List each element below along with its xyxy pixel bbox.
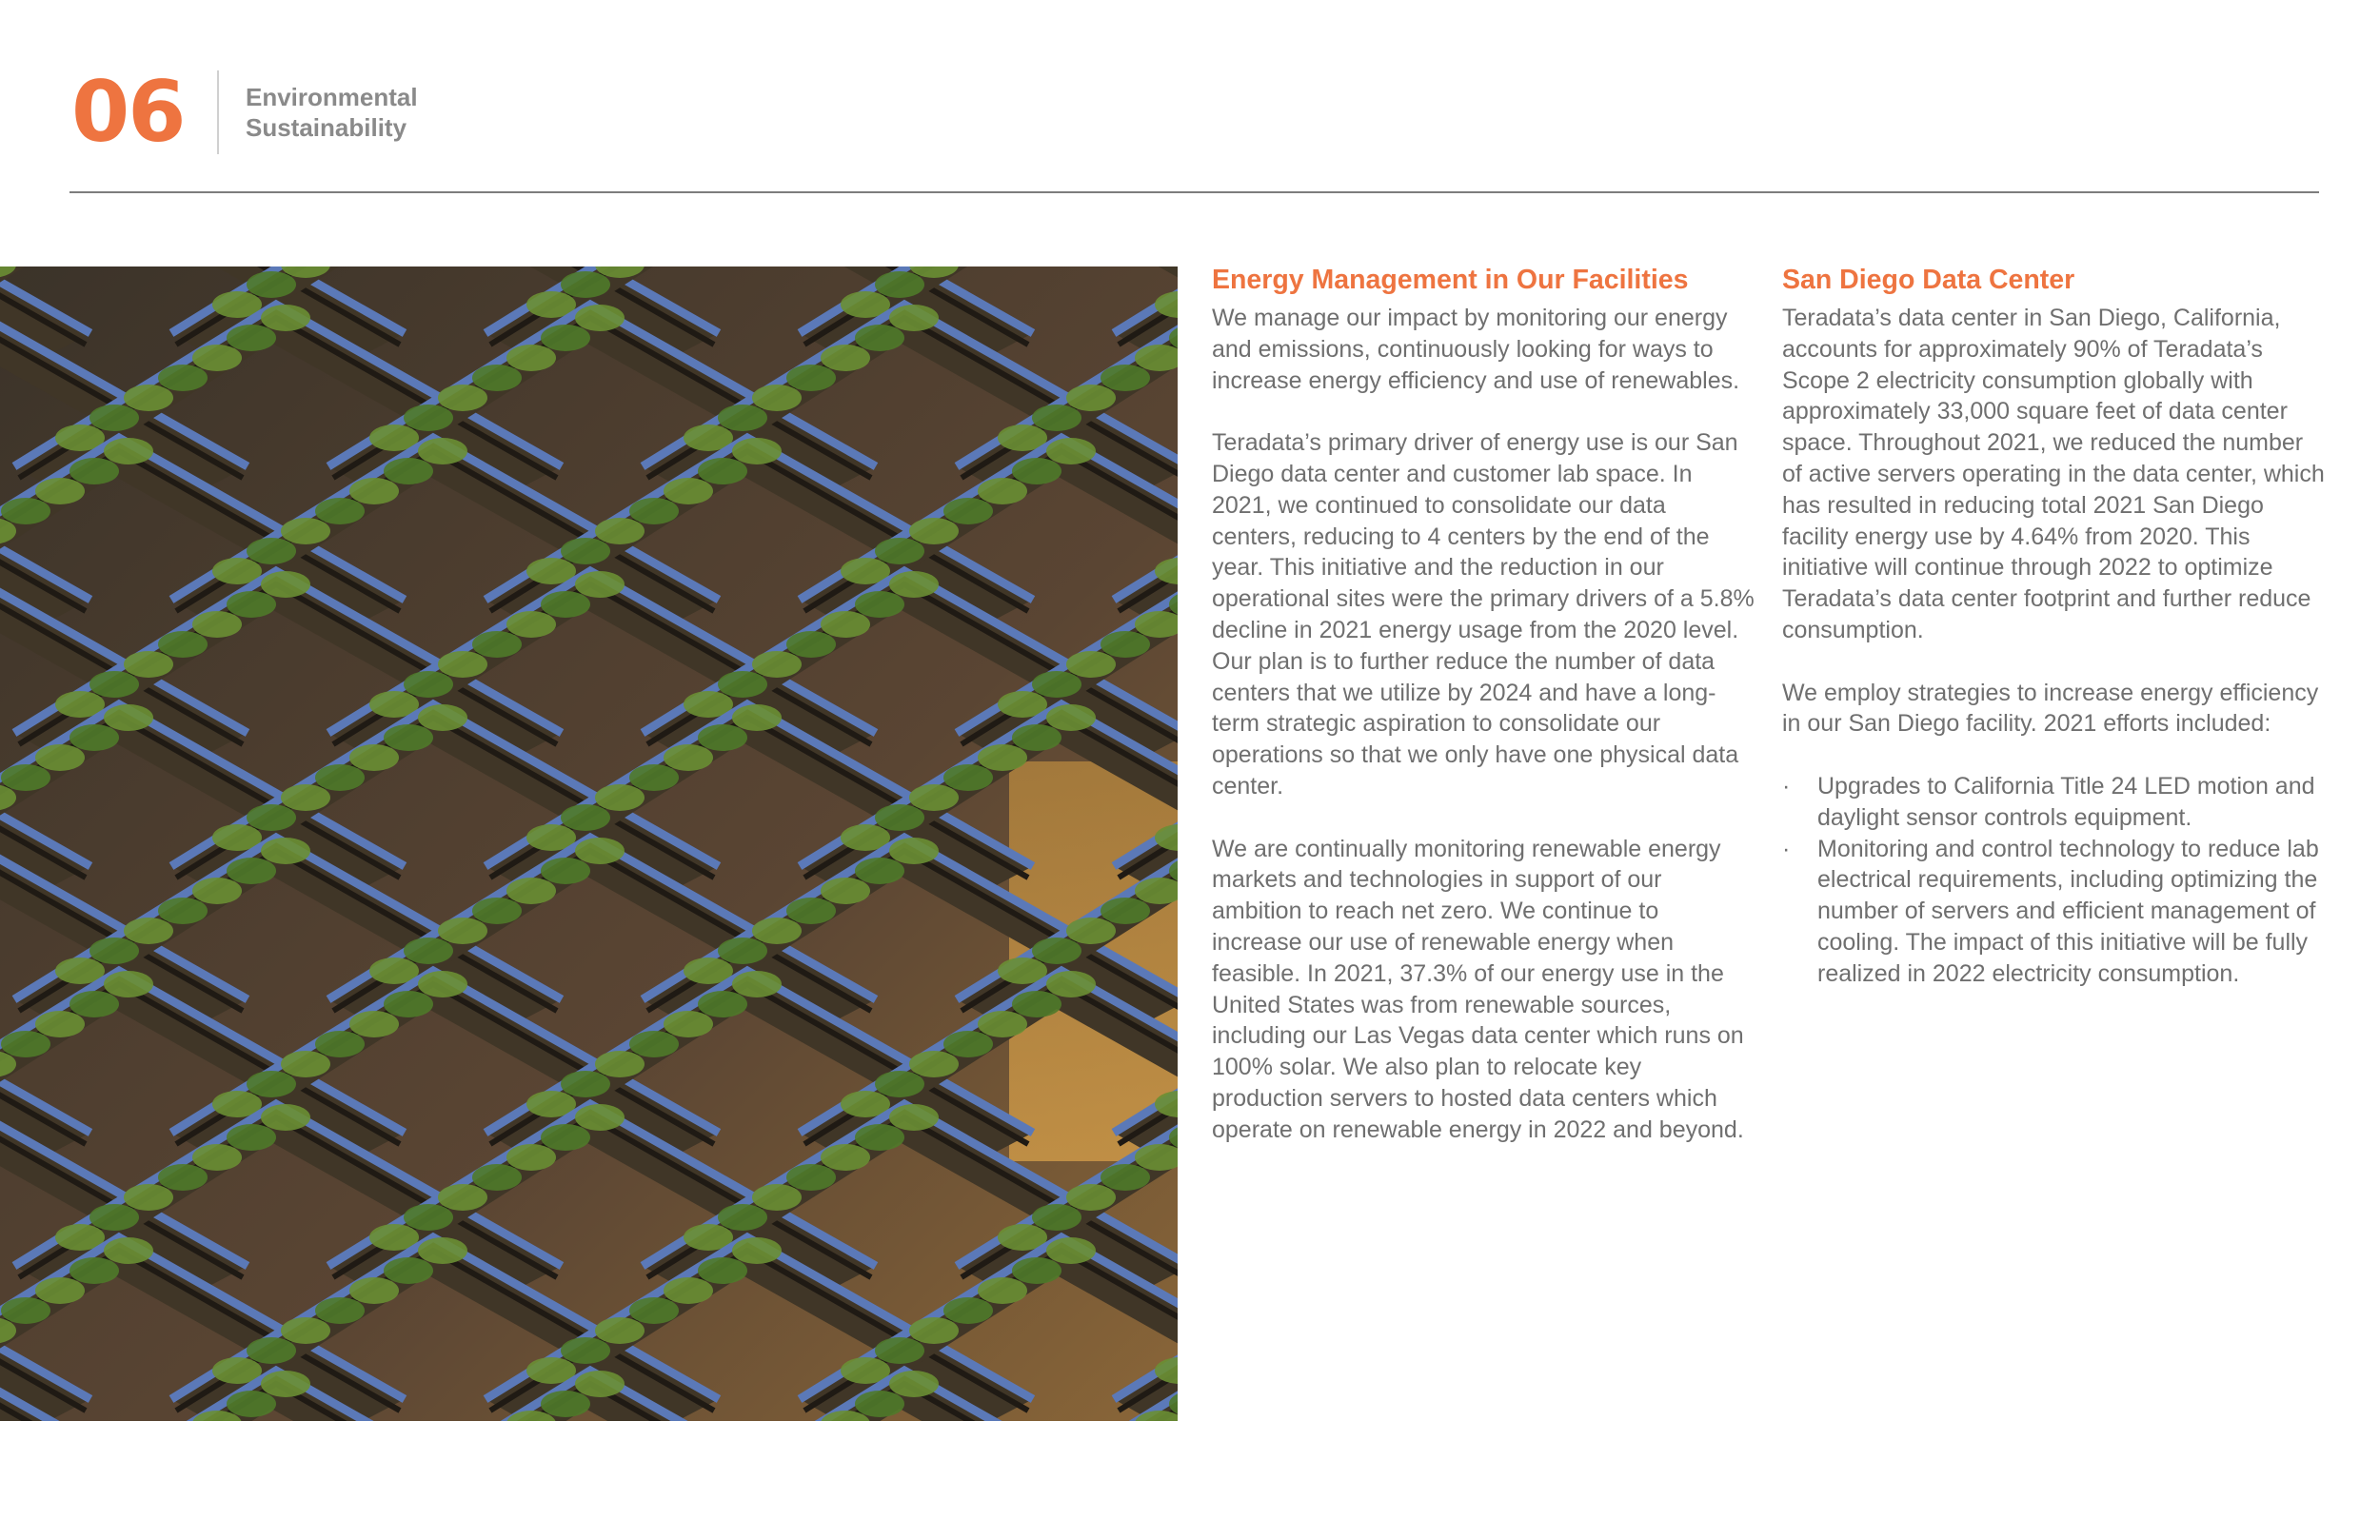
plant-foliage [349,1277,399,1304]
san-diego-paragraph-2: We employ strategies to increase energy efficiency in our San Diego facility. 2021 efforts included: [1782,679,2319,738]
plant-foliage [575,305,625,331]
plant-foliage [875,271,924,298]
plant-foliage [889,571,939,598]
plant-foliage [1032,671,1081,698]
plant-foliage [281,518,330,544]
plant-foliage [855,325,904,351]
plant-foliage [1046,438,1096,464]
plant-foliage [718,938,767,964]
plant-foliage [247,804,296,831]
plant-foliage [1046,704,1096,731]
plant-foliage [404,938,453,964]
plant-foliage [35,1277,85,1304]
plant-foliage [732,1237,782,1264]
plant-foliage [909,1051,959,1077]
plant-foliage [855,591,904,618]
plant-foliage [1,1031,50,1057]
plant-foliage [595,784,645,811]
plant-foliage [315,1031,365,1057]
plant-foliage [89,671,139,698]
plant-foliage [786,365,836,391]
plant-foliage [732,971,782,997]
plant-foliage [384,991,433,1017]
plant-foliage [438,385,487,411]
plant-foliage [575,571,625,598]
plant-foliage [227,1391,276,1417]
plant-foliage [943,498,993,524]
efforts-list [1782,771,2325,990]
plant-foliage [943,1031,993,1057]
plant-foliage [561,1071,610,1097]
plant-foliage [541,1124,590,1151]
plant-foliage [629,1031,679,1057]
plant-foliage [69,991,119,1017]
plant-foliage [247,1071,296,1097]
plant-foliage [124,385,173,411]
plant-foliage [541,325,590,351]
plant-foliage [595,1051,645,1077]
plant-foliage [1066,385,1116,411]
plant-foliage [595,518,645,544]
chapter-header [71,63,643,161]
plant-foliage [855,1124,904,1151]
bullet-icon: · [1782,772,1791,800]
plant-foliage [349,744,399,771]
list-item [1782,771,2325,834]
plant-foliage [875,1337,924,1364]
plant-foliage [418,1237,467,1264]
plant-foliage [1101,898,1150,924]
plant-foliage [1012,724,1061,751]
plant-foliage [718,671,767,698]
plant-foliage [89,405,139,431]
energy-paragraph-3: We are continually monitoring renewable energy markets and technologies in support of our ambition to reach net zero. We continue to increase our use of renewable energy when feasible. In 2021, 37.3% of our energy use in the United States was from renewable sources, including our Las Vegas data center which runs on 100% solar. We also plan to relocate key production servers to hosted data centers which operate on renewable energy in 2022 and beyond. [1212,835,1744,1143]
plant-foliage [909,518,959,544]
energy-paragraph-1: We manage our impact by monitoring our energy and emissions, continuously looking for ways to increase energy efficiency and use of renewables. [1212,305,1740,394]
plant-foliage [698,991,747,1017]
chapter-title-line2: Sustainability [246,113,407,142]
plant-foliage [1,1297,50,1324]
plant-foliage [247,271,296,298]
chapter-number: 06 [71,63,185,161]
plant-foliage [752,385,802,411]
plant-foliage [541,858,590,884]
plant-foliage [35,1011,85,1037]
plant-foliage [595,1317,645,1344]
plant-foliage [575,838,625,864]
plant-foliage [664,1011,713,1037]
plant-foliage [698,458,747,484]
plant-foliage [418,971,467,997]
plant-foliage [943,764,993,791]
chapter-title [246,82,531,143]
plant-foliage [418,704,467,731]
plant-foliage [472,631,522,658]
plant-foliage [889,1371,939,1397]
san-diego-heading: San Diego Data Center [1782,265,2075,295]
list-item-text: Monitoring and control technology to reduce lab electrical requirements, including optimizing the number of servers and efficient management of cooling. The impact of this initiative will be fully realized in 2022 electricity consumption. [1817,835,2319,987]
plant-foliage [1,764,50,791]
chapter-title-line1: Environmental [246,83,418,111]
plant-foliage [35,744,85,771]
plant-foliage [227,858,276,884]
plant-foliage [1101,631,1150,658]
plant-foliage [124,1184,173,1211]
plant-foliage [438,1184,487,1211]
energy-management-heading: Energy Management in Our Facilities [1212,265,1689,295]
plant-foliage [247,538,296,564]
plant-foliage [281,784,330,811]
plant-foliage [158,1164,208,1191]
plant-foliage [192,878,242,904]
plant-foliage [472,1164,522,1191]
header-divider [217,70,219,154]
plant-foliage [541,591,590,618]
plant-foliage [384,1257,433,1284]
plant-foliage [889,838,939,864]
plant-foliage [1066,1184,1116,1211]
plant-foliage [349,1011,399,1037]
plant-foliage [875,804,924,831]
building-photo [0,267,1178,1421]
plant-foliage [227,325,276,351]
plant-foliage [1012,458,1061,484]
plant-foliage [629,1297,679,1324]
san-diego-paragraph-1: Teradata’s data center in San Diego, California, accounts for approximately 90% of Teradata’s Scope 2 electricity consumption globally with approximately 33,000 square feet of data center space. Throughout 2021, we reduced the number of active servers operating in the data center, which has resulted in reducing total 2021 San Diego facility energy use by 4.64% from 2020. This initiative will continue through 2022 to optimize Teradata’s data center footprint and further reduce consumption. [1782,305,2325,643]
plant-foliage [1032,938,1081,964]
plant-foliage [1066,651,1116,678]
plant-foliage [404,671,453,698]
list-item [1782,834,2325,990]
plant-foliage [889,1104,939,1131]
bullet-icon: · [1782,835,1791,862]
plant-foliage [384,458,433,484]
plant-foliage [1101,1164,1150,1191]
plant-foliage [192,1144,242,1171]
plant-foliage [124,918,173,944]
plant-foliage [1012,1257,1061,1284]
plant-foliage [855,858,904,884]
plant-foliage [1,498,50,524]
plant-foliage [69,458,119,484]
plant-foliage [227,1124,276,1151]
plant-foliage [418,438,467,464]
plant-foliage [821,611,870,638]
plant-foliage [35,478,85,504]
plant-foliage [752,1184,802,1211]
plant-foliage [875,538,924,564]
energy-paragraph-2: Teradata’s primary driver of energy use is our San Diego data center and customer lab space. In 2021, we continued to consolidate our data centers, reducing to 4 centers by the end of the year. This initiative and the reduction in our operational sites were the primary drivers of a 5.8% decline in 2021 energy usage from the 2020 level. Our plan is to further reduce the number of data centers that we utilize by 2024 and have a long-term strategic aspiration to consolidate our operations so that we only have one physical data center. [1212,429,1755,800]
plant-foliage [786,898,836,924]
plant-foliage [752,918,802,944]
plant-foliage [261,1371,310,1397]
plant-foliage [349,478,399,504]
plant-foliage [909,1317,959,1344]
plant-foliage [104,704,153,731]
plant-foliage [718,1204,767,1231]
plant-foliage [664,1277,713,1304]
plant-foliage [698,1257,747,1284]
plant-foliage [978,744,1027,771]
plant-foliage [506,1144,556,1171]
plant-foliage [821,345,870,371]
plant-foliage [561,804,610,831]
plant-foliage [315,764,365,791]
plant-foliage [384,724,433,751]
plant-foliage [89,1204,139,1231]
plant-foliage [192,611,242,638]
plant-foliage [158,631,208,658]
building-balconies-illustration [0,267,1178,1421]
plant-foliage [261,1104,310,1131]
plant-foliage [281,1317,330,1344]
plant-foliage [575,1104,625,1131]
plant-foliage [261,305,310,331]
plant-foliage [698,724,747,751]
plant-foliage [104,971,153,997]
plant-foliage [561,271,610,298]
plant-foliage [978,1277,1027,1304]
plant-foliage [855,1391,904,1417]
plant-foliage [943,1297,993,1324]
plant-foliage [978,478,1027,504]
plant-foliage [158,898,208,924]
plant-foliage [1032,405,1081,431]
plant-foliage [506,611,556,638]
plant-foliage [124,651,173,678]
plant-foliage [1046,1237,1096,1264]
plant-foliage [315,1297,365,1324]
plant-foliage [561,1337,610,1364]
plant-foliage [69,1257,119,1284]
plant-foliage [1046,971,1096,997]
plant-foliage [281,1051,330,1077]
list-item-text: Upgrades to California Title 24 LED motion and daylight sensor controls equipment. [1817,772,2315,831]
energy-management-column [1212,263,1755,1176]
plant-foliage [1012,991,1061,1017]
plant-foliage [561,538,610,564]
header-rule [69,191,2319,193]
plant-foliage [104,438,153,464]
plant-foliage [506,878,556,904]
san-diego-column [1782,263,2325,990]
plant-foliage [875,1071,924,1097]
plant-foliage [315,498,365,524]
plant-foliage [247,1337,296,1364]
plant-foliage [909,784,959,811]
plant-foliage [821,878,870,904]
plant-foliage [821,1144,870,1171]
plant-foliage [786,1164,836,1191]
plant-foliage [158,365,208,391]
plant-foliage [89,938,139,964]
plant-foliage [732,704,782,731]
plant-foliage [438,651,487,678]
plant-foliage [732,438,782,464]
plant-foliage [227,591,276,618]
plant-foliage [404,1204,453,1231]
plant-foliage [575,1371,625,1397]
plant-foliage [192,345,242,371]
plant-foliage [978,1011,1027,1037]
plant-foliage [1032,1204,1081,1231]
plant-foliage [1101,365,1150,391]
plant-foliage [752,651,802,678]
plant-foliage [664,478,713,504]
plant-foliage [104,1237,153,1264]
plant-foliage [438,918,487,944]
plant-foliage [261,838,310,864]
plant-foliage [1066,918,1116,944]
plant-foliage [69,724,119,751]
plant-foliage [629,764,679,791]
plant-foliage [404,405,453,431]
plant-foliage [472,365,522,391]
plant-foliage [541,1391,590,1417]
plant-foliage [889,305,939,331]
plant-foliage [629,498,679,524]
plant-foliage [786,631,836,658]
plant-foliage [664,744,713,771]
plant-foliage [506,345,556,371]
plant-foliage [261,571,310,598]
plant-foliage [472,898,522,924]
plant-foliage [718,405,767,431]
